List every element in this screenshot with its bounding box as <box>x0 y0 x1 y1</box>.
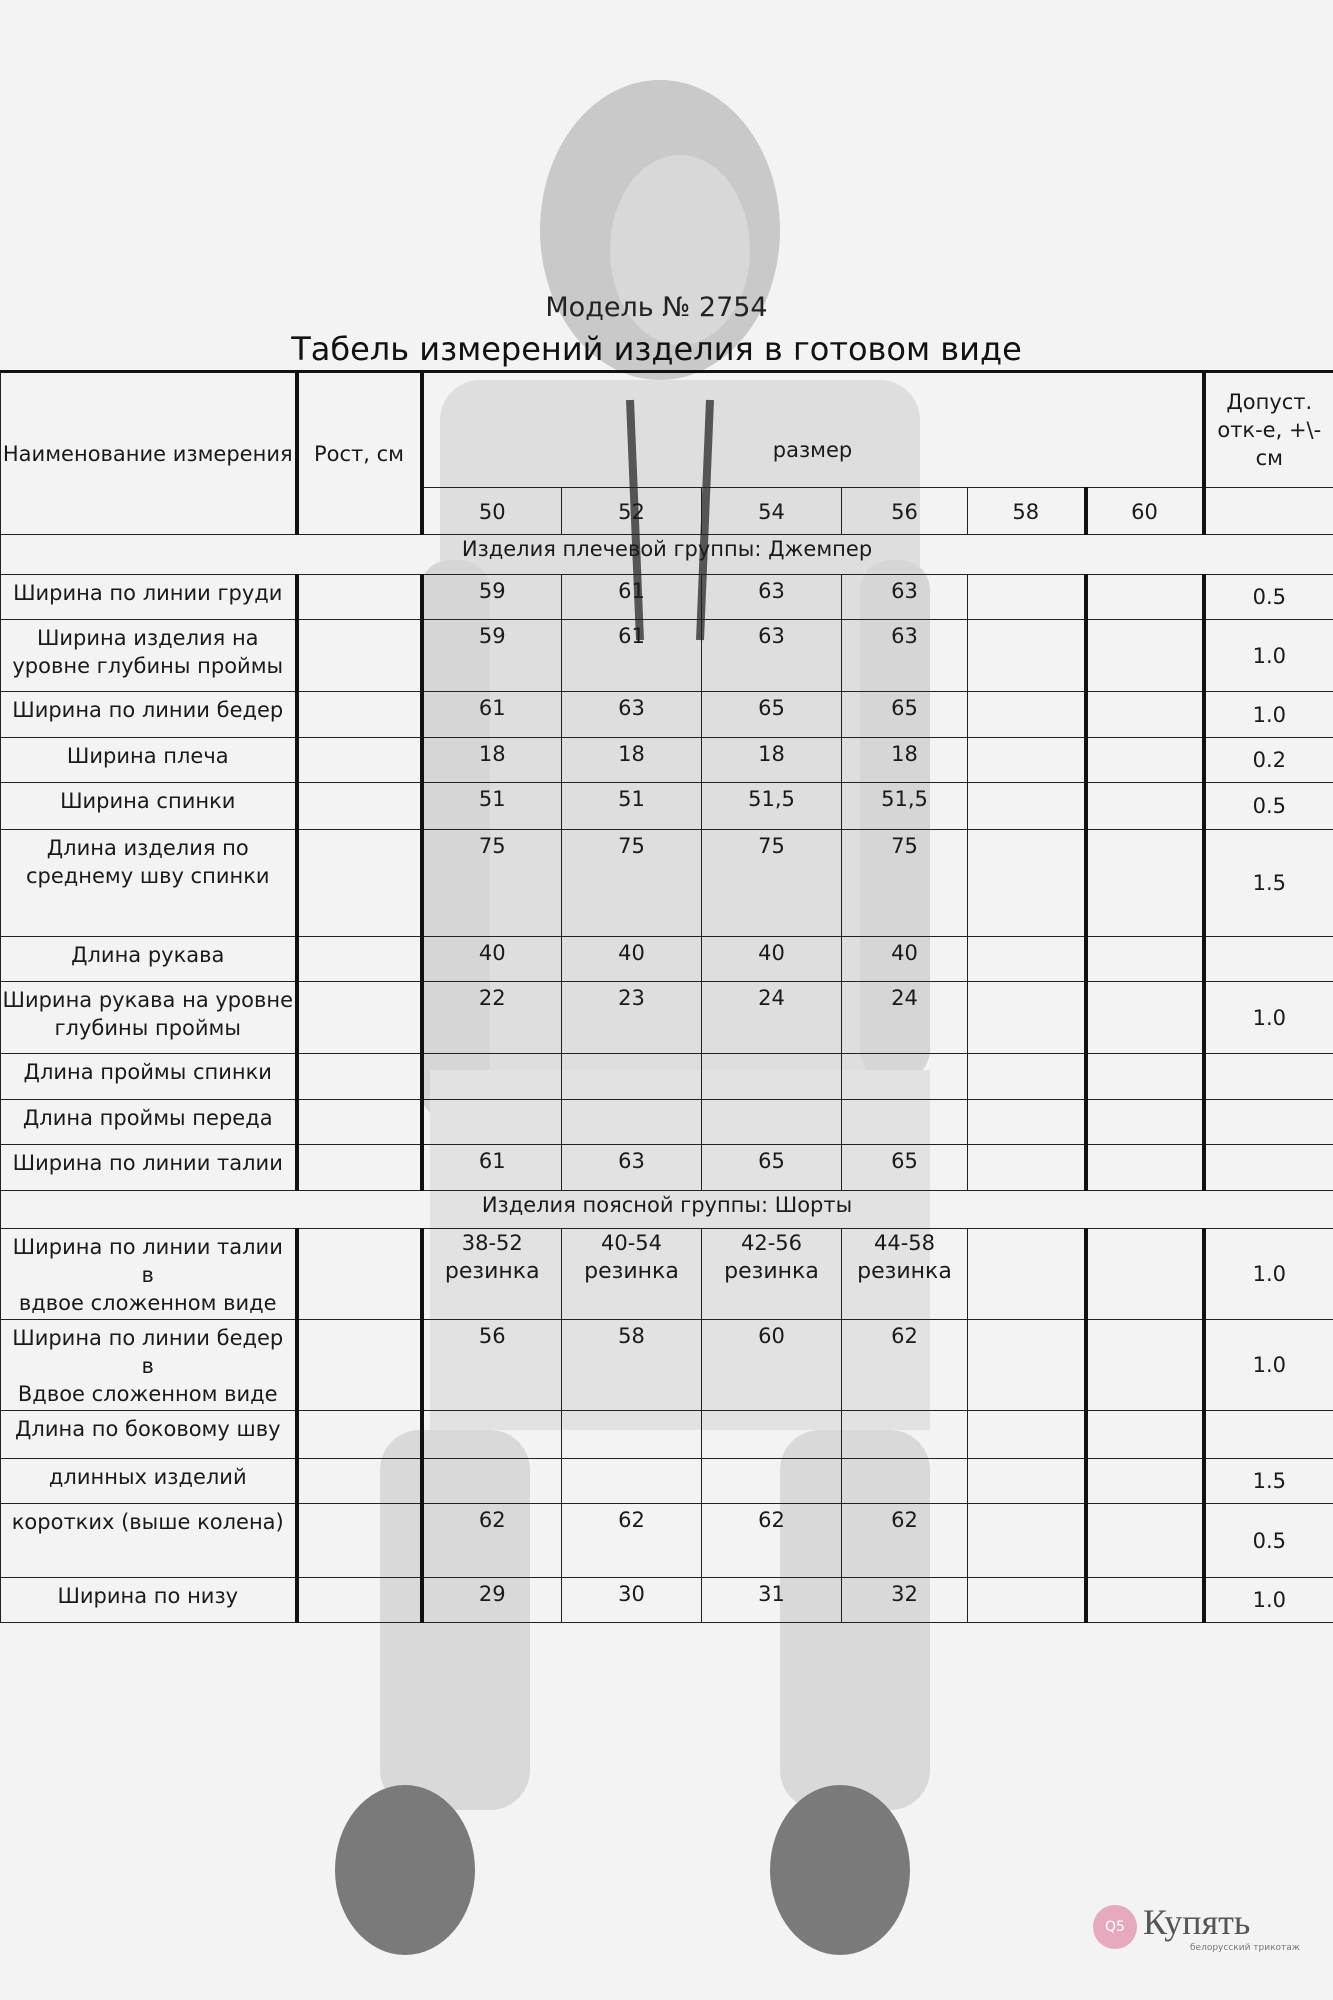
table-row: Ширина по низу 29 30 31 32 1.0 <box>1 1578 1333 1623</box>
header-name-col: Наименование измерения <box>1 372 297 535</box>
table-row: Ширина по линии бедер в Вдвое сложенном виде 56 58 60 62 1.0 <box>1 1320 1333 1411</box>
size-50: 50 <box>422 488 562 535</box>
row-tolerance: 0.5 <box>1204 575 1333 620</box>
table-row: Ширина рукава на уровне глубины проймы 22 23 24 24 1.0 <box>1 982 1333 1054</box>
table-row: Ширина по линии груди 59 61 63 63 0.5 <box>1 575 1333 620</box>
size-56: 56 <box>842 488 968 535</box>
size-60: 60 <box>1086 488 1204 535</box>
table-row: Длина по боковому шву <box>1 1411 1333 1459</box>
tolerance-blank <box>1204 488 1333 535</box>
page-title: Табель измерений изделия в готовом виде <box>291 330 1022 368</box>
logo-brand-name: Купять <box>1143 1902 1251 1942</box>
size-54: 54 <box>702 488 842 535</box>
section-top-title: Изделия плечевой группы: Джемпер <box>1 535 1333 575</box>
measurement-table <box>0 370 1333 1623</box>
size-52: 52 <box>562 488 702 535</box>
table-row: Ширина плеча 18 18 18 18 0.2 <box>1 738 1333 783</box>
logo-mark-icon: Q5 <box>1093 1905 1137 1949</box>
row-name: Ширина по линии груди <box>1 575 297 620</box>
table-row: длинных изделий 1.5 <box>1 1459 1333 1504</box>
table-row: Ширина по линии бедер 61 63 65 65 1.0 <box>1 692 1333 738</box>
header-tolerance-col: Допуст. отк-е, +\-см <box>1204 372 1333 488</box>
table-row: Ширина изделия на уровне глубины проймы 59 61 63 63 1.0 <box>1 620 1333 692</box>
logo-tagline: белорусский трикотаж <box>1190 1943 1300 1953</box>
table-row: Ширина спинки 51 51 51,5 51,5 0.5 <box>1 783 1333 830</box>
table-row: Ширина по линии талии 61 63 65 65 <box>1 1145 1333 1191</box>
table-row: коротких (выше колена) 62 62 62 62 0.5 <box>1 1504 1333 1578</box>
table-row: Длина рукава 40 40 40 40 <box>1 937 1333 982</box>
table-row: Ширина по линии талии в вдвое сложенном виде 38-52 резинка 40-54 резинка 42-56 резинка 44-58 резинка 1.0 <box>1 1229 1333 1320</box>
header-height-col: Рост, см <box>297 372 422 535</box>
table-row: Длина проймы спинки <box>1 1054 1333 1100</box>
table-row: Длина изделия по среднему шву спинки 75 75 75 75 1.5 <box>1 830 1333 937</box>
model-number: Модель № 2754 <box>545 292 768 323</box>
header-size-col: размер <box>422 372 1204 488</box>
table-row: Длина проймы переда <box>1 1100 1333 1145</box>
brand-logo <box>1093 1895 1300 1955</box>
size-58: 58 <box>968 488 1086 535</box>
section-bottom-title: Изделия поясной группы: Шорты <box>1 1191 1333 1229</box>
